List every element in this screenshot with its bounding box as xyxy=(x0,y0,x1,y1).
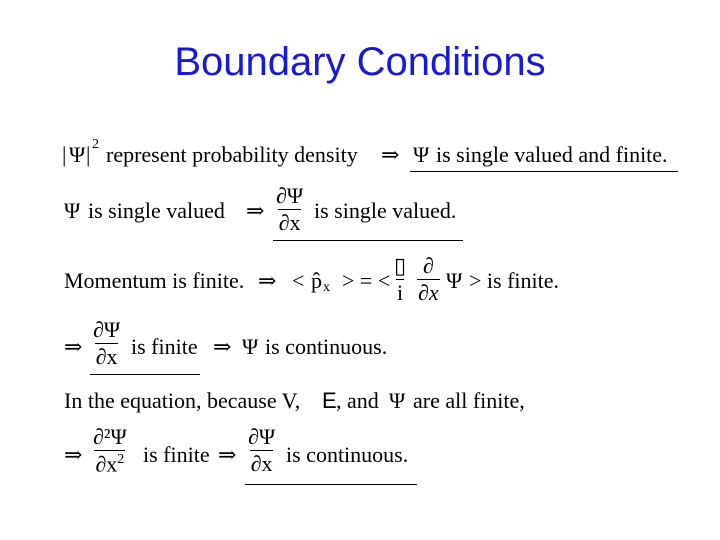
finite-text: is finite xyxy=(143,442,210,467)
equals-expression: > = < xyxy=(342,268,391,293)
equation-text: In the equation, because V, xyxy=(64,388,301,413)
single-valued-finite-text: is single valued and finite. xyxy=(436,142,668,167)
derivative-fraction xyxy=(247,426,276,475)
partial-x: ∂x xyxy=(95,451,118,477)
single-valued-text: is single valued xyxy=(88,198,225,223)
x-subscript: x xyxy=(323,280,330,295)
numerator: ∂Ψ xyxy=(248,424,276,449)
implies-arrow: ⇒ xyxy=(246,198,265,223)
numerator: ∂ xyxy=(422,253,434,278)
numerator: ∂Ψ xyxy=(93,317,121,342)
finite-text: is finite xyxy=(131,334,198,359)
underline xyxy=(273,240,463,241)
psi-symbol: Ψ xyxy=(64,198,81,223)
page-title: Boundary Conditions xyxy=(174,40,546,84)
denominator: ∂x xyxy=(418,280,439,305)
psi-symbol: Ψ xyxy=(389,388,406,413)
d-dx-operator xyxy=(417,255,440,304)
superscript-two: 2 xyxy=(117,452,125,467)
continuous-text: is continuous. xyxy=(286,442,409,467)
underline xyxy=(245,484,417,485)
denominator xyxy=(94,450,125,475)
implies-arrow: ⇒ xyxy=(218,442,237,467)
continuous-text: is continuous. xyxy=(265,334,388,359)
implies-arrow: ⇒ xyxy=(213,334,232,359)
implies-arrow: ⇒ xyxy=(64,334,83,359)
denominator: ∂x xyxy=(250,451,273,476)
denominator: ∂x xyxy=(278,210,301,235)
hbar-glyph: ▯ xyxy=(394,253,407,278)
momentum-operator: p̂ xyxy=(311,268,322,293)
density-text: represent probability density xyxy=(106,142,358,167)
derivative-fraction xyxy=(92,319,121,368)
superscript-two: 2 xyxy=(92,137,99,152)
hbar-over-i xyxy=(393,255,407,304)
energy-symbol: E xyxy=(322,388,337,413)
underline xyxy=(90,374,200,375)
second-derivative-fraction xyxy=(92,426,128,475)
i-denominator: i xyxy=(396,280,404,305)
psi-symbol: Ψ xyxy=(69,142,86,167)
all-finite-text: are all finite, xyxy=(413,388,525,413)
implies-arrow: ⇒ xyxy=(381,142,400,167)
numerator: ∂Ψ xyxy=(276,183,304,208)
underline xyxy=(410,171,678,172)
denominator: ∂x xyxy=(95,344,118,369)
psi-symbol: Ψ xyxy=(413,142,430,167)
psi-symbol: Ψ xyxy=(446,268,463,293)
angle-open: < xyxy=(292,268,305,293)
implies-arrow: ⇒ xyxy=(64,442,83,467)
derivative-fraction xyxy=(275,185,304,234)
abs-bar-left: | xyxy=(62,142,67,167)
single-valued-conclusion: is single valued. xyxy=(314,198,457,223)
abs-bar-right: | xyxy=(86,142,91,167)
finite-text: > is finite. xyxy=(469,268,560,293)
numerator: ∂²Ψ xyxy=(93,424,127,449)
implies-arrow: ⇒ xyxy=(258,268,277,293)
psi-symbol: Ψ xyxy=(242,334,259,359)
and-text: , and xyxy=(336,388,379,413)
momentum-text: Momentum is finite. xyxy=(64,268,245,293)
